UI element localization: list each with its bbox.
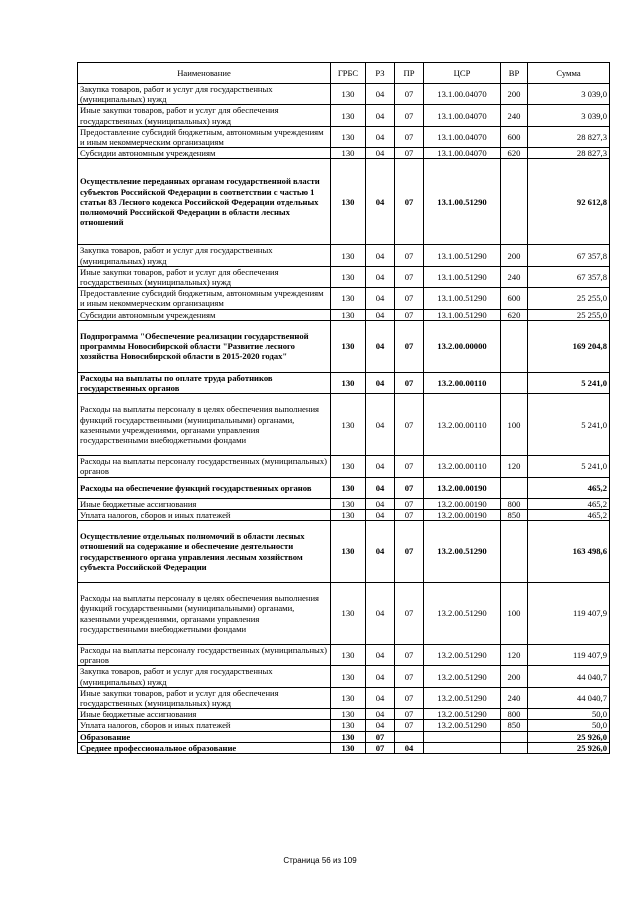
cell-sum: 163 498,6 [528, 521, 610, 583]
cell-sum: 119 407,9 [528, 583, 610, 645]
cell-csr: 13.2.00.51290 [424, 521, 501, 583]
cell-name: Подпрограмма "Обеспечение реализации государственной программы Новосибирской области "Развитие лесного хозяйства Новосибирской области в 2015-2020 годах" [78, 320, 331, 372]
cell-rz: 04 [366, 709, 395, 720]
cell-csr: 13.2.00.00190 [424, 509, 501, 520]
cell-sum: 5 241,0 [528, 372, 610, 393]
header-csr: ЦСР [424, 63, 501, 84]
cell-csr: 13.1.00.51290 [424, 288, 501, 309]
cell-pr: 07 [395, 245, 424, 266]
cell-vr: 200 [501, 666, 528, 687]
cell-rz: 04 [366, 372, 395, 393]
page-footer: Страница 56 из 109 [283, 856, 357, 865]
cell-grbs: 130 [331, 720, 366, 731]
cell-vr: 600 [501, 126, 528, 147]
cell-grbs: 130 [331, 394, 366, 456]
budget-table [77, 62, 610, 754]
cell-name: Субсидии автономным учреждениям [78, 148, 331, 159]
cell-vr: 240 [501, 266, 528, 287]
cell-rz: 04 [366, 266, 395, 287]
cell-grbs: 130 [331, 288, 366, 309]
cell-csr: 13.2.00.51290 [424, 709, 501, 720]
cell-sum: 169 204,8 [528, 320, 610, 372]
header-row [78, 63, 610, 84]
cell-name: Закупка товаров, работ и услуг для государственных (муниципальных) нужд [78, 84, 331, 105]
document-page [77, 62, 609, 754]
table-row [78, 498, 610, 509]
cell-csr: 13.2.00.51290 [424, 583, 501, 645]
cell-rz: 04 [366, 288, 395, 309]
table-row [78, 731, 610, 742]
cell-pr: 07 [395, 288, 424, 309]
header-sum: Сумма [528, 63, 610, 84]
cell-csr: 13.1.00.04070 [424, 148, 501, 159]
cell-csr: 13.2.00.00190 [424, 498, 501, 509]
cell-name: Образование [78, 731, 331, 742]
cell-name: Иные бюджетные ассигнования [78, 709, 331, 720]
cell-name: Иные закупки товаров, работ и услуг для обеспечения государственных (муниципальных) нужд [78, 105, 331, 126]
cell-grbs: 130 [331, 731, 366, 742]
cell-rz: 04 [366, 687, 395, 708]
cell-sum: 465,2 [528, 477, 610, 498]
cell-vr [501, 159, 528, 245]
cell-sum: 5 241,0 [528, 394, 610, 456]
table-row [78, 645, 610, 666]
cell-grbs: 130 [331, 266, 366, 287]
cell-pr: 07 [395, 309, 424, 320]
cell-rz: 04 [366, 720, 395, 731]
cell-csr: 13.1.00.51290 [424, 159, 501, 245]
cell-name: Предоставление субсидий бюджетным, автономным учреждениям и иным некоммерческим организациям [78, 126, 331, 147]
cell-vr: 620 [501, 148, 528, 159]
cell-pr [395, 731, 424, 742]
cell-pr: 07 [395, 456, 424, 477]
cell-pr: 07 [395, 498, 424, 509]
cell-csr: 13.2.00.51290 [424, 645, 501, 666]
cell-rz: 07 [366, 731, 395, 742]
cell-sum: 50,0 [528, 709, 610, 720]
cell-rz: 04 [366, 394, 395, 456]
cell-csr: 13.1.00.04070 [424, 126, 501, 147]
cell-vr: 100 [501, 394, 528, 456]
table-row [78, 320, 610, 372]
table-row [78, 288, 610, 309]
cell-vr [501, 742, 528, 753]
cell-grbs: 130 [331, 645, 366, 666]
table-row [78, 583, 610, 645]
cell-vr: 240 [501, 687, 528, 708]
cell-grbs: 130 [331, 126, 366, 147]
cell-rz: 04 [366, 84, 395, 105]
cell-grbs: 130 [331, 372, 366, 393]
cell-csr: 13.2.00.00110 [424, 456, 501, 477]
table-row [78, 666, 610, 687]
cell-pr: 07 [395, 645, 424, 666]
cell-name: Закупка товаров, работ и услуг для государственных (муниципальных) нужд [78, 245, 331, 266]
cell-grbs: 130 [331, 159, 366, 245]
cell-csr: 13.2.00.00000 [424, 320, 501, 372]
cell-pr: 07 [395, 666, 424, 687]
cell-name: Среднее профессиональное образование [78, 742, 331, 753]
cell-grbs: 130 [331, 84, 366, 105]
cell-grbs: 130 [331, 456, 366, 477]
cell-pr: 07 [395, 709, 424, 720]
cell-name: Расходы на выплаты персоналу в целях обеспечения выполнения функций государственными (муниципальными) органами, казенными учреждениями, органами управления государственными внебюджетными фондами [78, 394, 331, 456]
cell-vr: 100 [501, 583, 528, 645]
cell-vr [501, 521, 528, 583]
table-row [78, 105, 610, 126]
cell-pr: 07 [395, 126, 424, 147]
cell-csr [424, 742, 501, 753]
cell-grbs: 130 [331, 709, 366, 720]
cell-sum: 25 926,0 [528, 731, 610, 742]
cell-rz: 04 [366, 320, 395, 372]
cell-pr: 07 [395, 372, 424, 393]
table-row [78, 709, 610, 720]
cell-pr: 07 [395, 320, 424, 372]
table-row [78, 245, 610, 266]
cell-rz: 04 [366, 666, 395, 687]
table-row [78, 509, 610, 520]
cell-sum: 50,0 [528, 720, 610, 731]
cell-csr: 13.2.00.00110 [424, 394, 501, 456]
table-body [78, 84, 610, 754]
cell-rz: 04 [366, 645, 395, 666]
cell-pr: 07 [395, 720, 424, 731]
cell-sum: 5 241,0 [528, 456, 610, 477]
cell-name: Расходы на выплаты по оплате труда работников государственных органов [78, 372, 331, 393]
cell-sum: 44 040,7 [528, 666, 610, 687]
table-row [78, 394, 610, 456]
cell-vr: 600 [501, 288, 528, 309]
cell-csr: 13.2.00.51290 [424, 687, 501, 708]
table-row [78, 687, 610, 708]
cell-pr: 07 [395, 84, 424, 105]
cell-sum: 25 255,0 [528, 309, 610, 320]
cell-name: Предоставление субсидий бюджетным, автономным учреждениям и иным некоммерческим организациям [78, 288, 331, 309]
cell-name: Уплата налогов, сборов и иных платежей [78, 720, 331, 731]
cell-grbs: 130 [331, 477, 366, 498]
table-row [78, 720, 610, 731]
cell-csr [424, 731, 501, 742]
table-row [78, 477, 610, 498]
cell-rz: 04 [366, 477, 395, 498]
cell-csr: 13.1.00.51290 [424, 309, 501, 320]
cell-rz: 04 [366, 309, 395, 320]
cell-grbs: 130 [331, 687, 366, 708]
cell-csr: 13.2.00.51290 [424, 666, 501, 687]
cell-sum: 3 039,0 [528, 105, 610, 126]
cell-rz: 04 [366, 148, 395, 159]
cell-rz: 04 [366, 583, 395, 645]
cell-sum: 3 039,0 [528, 84, 610, 105]
cell-pr: 07 [395, 159, 424, 245]
table-row [78, 126, 610, 147]
table-row [78, 309, 610, 320]
cell-pr: 07 [395, 509, 424, 520]
cell-vr: 240 [501, 105, 528, 126]
cell-csr: 13.1.00.51290 [424, 266, 501, 287]
cell-vr [501, 372, 528, 393]
cell-sum: 25 926,0 [528, 742, 610, 753]
table-row [78, 266, 610, 287]
cell-name: Иные бюджетные ассигнования [78, 498, 331, 509]
cell-grbs: 130 [331, 509, 366, 520]
cell-pr: 07 [395, 687, 424, 708]
cell-vr [501, 477, 528, 498]
table-row [78, 84, 610, 105]
cell-sum: 44 040,7 [528, 687, 610, 708]
cell-grbs: 130 [331, 320, 366, 372]
cell-csr: 13.2.00.00110 [424, 372, 501, 393]
cell-name: Уплата налогов, сборов и иных платежей [78, 509, 331, 520]
cell-vr: 800 [501, 498, 528, 509]
cell-name: Осуществление переданных органам государственной власти субъектов Российской Федерации в соответствии с частью 1 статьи 83 Лесного кодекса Российской Федерации отдельных полномочий Российской Федерации в области лесных отношений [78, 159, 331, 245]
cell-name: Расходы на выплаты персоналу в целях обеспечения выполнения функций государственными (муниципальными) органами, казенными учреждениями, органами управления государственными внебюджетными фондами [78, 583, 331, 645]
header-vr: ВР [501, 63, 528, 84]
cell-name: Расходы на выплаты персоналу государственных (муниципальных) органов [78, 456, 331, 477]
cell-csr: 13.1.00.04070 [424, 84, 501, 105]
cell-vr: 800 [501, 709, 528, 720]
cell-grbs: 130 [331, 245, 366, 266]
cell-rz: 04 [366, 126, 395, 147]
cell-rz: 04 [366, 509, 395, 520]
cell-grbs: 130 [331, 105, 366, 126]
cell-pr: 07 [395, 105, 424, 126]
cell-grbs: 130 [331, 583, 366, 645]
cell-sum: 465,2 [528, 509, 610, 520]
cell-csr: 13.1.00.04070 [424, 105, 501, 126]
cell-sum: 67 357,8 [528, 245, 610, 266]
cell-vr: 120 [501, 645, 528, 666]
cell-grbs: 130 [331, 666, 366, 687]
cell-vr: 200 [501, 84, 528, 105]
cell-pr: 07 [395, 477, 424, 498]
cell-pr: 07 [395, 394, 424, 456]
cell-name: Расходы на обеспечение функций государственных органов [78, 477, 331, 498]
cell-vr: 850 [501, 720, 528, 731]
cell-csr: 13.2.00.00190 [424, 477, 501, 498]
cell-grbs: 130 [331, 309, 366, 320]
cell-rz: 04 [366, 105, 395, 126]
cell-pr: 04 [395, 742, 424, 753]
cell-grbs: 130 [331, 148, 366, 159]
cell-name: Закупка товаров, работ и услуг для государственных (муниципальных) нужд [78, 666, 331, 687]
cell-name: Иные закупки товаров, работ и услуг для обеспечения государственных (муниципальных) нужд [78, 266, 331, 287]
cell-sum: 25 255,0 [528, 288, 610, 309]
cell-sum: 92 612,8 [528, 159, 610, 245]
cell-rz: 04 [366, 159, 395, 245]
cell-rz: 04 [366, 456, 395, 477]
header-name: Наименование [78, 63, 331, 84]
cell-pr: 07 [395, 521, 424, 583]
cell-rz: 04 [366, 498, 395, 509]
table-row [78, 372, 610, 393]
header-grbs: ГРБС [331, 63, 366, 84]
cell-sum: 465,2 [528, 498, 610, 509]
cell-vr: 850 [501, 509, 528, 520]
cell-name: Осуществление отдельных полномочий в области лесных отношений на содержание и обеспечение деятельности государственного органа управления лесным хозяйством субъекта Российской Федерации [78, 521, 331, 583]
table-row [78, 521, 610, 583]
cell-pr: 07 [395, 266, 424, 287]
cell-grbs: 130 [331, 498, 366, 509]
table-row [78, 456, 610, 477]
cell-vr [501, 320, 528, 372]
cell-name: Иные закупки товаров, работ и услуг для обеспечения государственных (муниципальных) нужд [78, 687, 331, 708]
cell-grbs: 130 [331, 521, 366, 583]
header-pr: ПР [395, 63, 424, 84]
cell-name: Расходы на выплаты персоналу государственных (муниципальных) органов [78, 645, 331, 666]
cell-rz: 04 [366, 245, 395, 266]
cell-rz: 04 [366, 521, 395, 583]
header-rz: РЗ [366, 63, 395, 84]
cell-pr: 07 [395, 148, 424, 159]
cell-sum: 119 407,9 [528, 645, 610, 666]
cell-sum: 28 827,3 [528, 126, 610, 147]
cell-pr: 07 [395, 583, 424, 645]
table-row [78, 148, 610, 159]
cell-sum: 28 827,3 [528, 148, 610, 159]
cell-csr: 13.2.00.51290 [424, 720, 501, 731]
cell-name: Субсидии автономным учреждениям [78, 309, 331, 320]
cell-sum: 67 357,8 [528, 266, 610, 287]
cell-rz: 07 [366, 742, 395, 753]
cell-vr: 120 [501, 456, 528, 477]
cell-csr: 13.1.00.51290 [424, 245, 501, 266]
cell-grbs: 130 [331, 742, 366, 753]
cell-vr: 620 [501, 309, 528, 320]
table-header [78, 63, 610, 84]
table-row [78, 159, 610, 245]
table-row [78, 742, 610, 753]
cell-vr: 200 [501, 245, 528, 266]
cell-vr [501, 731, 528, 742]
